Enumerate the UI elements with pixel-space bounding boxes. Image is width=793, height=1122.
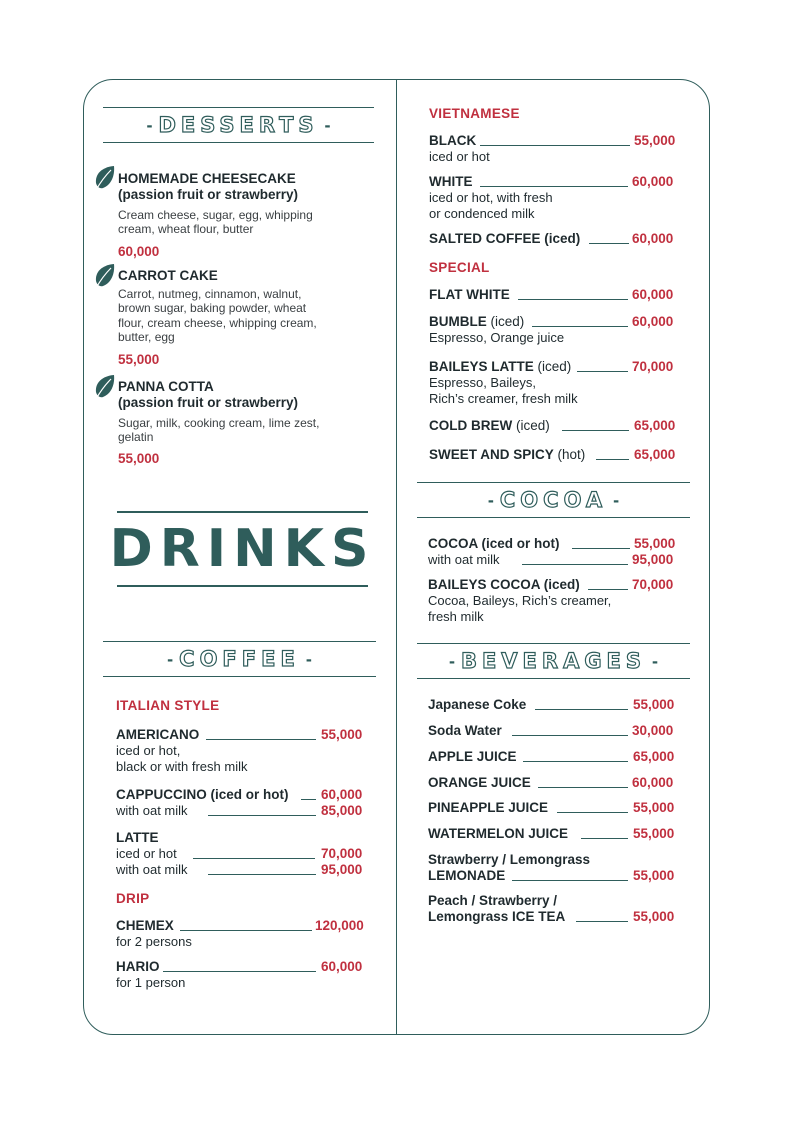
cocoa-title: COCOA: [499, 488, 608, 512]
dessert-name: CARROT CAKE: [118, 268, 218, 283]
category-italian: ITALIAN STYLE: [116, 698, 220, 713]
leader-line: [301, 799, 316, 800]
item-name: COCOA (iced or hot): [428, 536, 560, 551]
dessert-name-2: (passion fruit or strawberry): [118, 395, 299, 410]
item-name: SWEET AND SPICY (hot): [429, 447, 586, 462]
item-name: FLAT WHITE: [429, 287, 510, 302]
dessert-desc: brown sugar, baking powder, wheat: [118, 301, 307, 315]
coffee-title: COFFEE: [179, 647, 300, 671]
item-sub: with oat milk: [116, 803, 188, 818]
item-name: BLACK: [429, 133, 477, 148]
leader-line: [562, 430, 629, 431]
item-price: 70,000: [321, 846, 363, 861]
item-name: Soda Water: [428, 723, 502, 738]
item-name: AMERICANO: [116, 727, 200, 742]
item-name: Peach / Strawberry /: [428, 893, 558, 908]
dessert-desc: gelatin: [118, 430, 154, 444]
beverages-title: BEVERAGES: [460, 649, 647, 673]
leader-line: [518, 299, 628, 300]
item-sub: iced or hot,: [116, 743, 181, 758]
item-name: CAPPUCCINO (iced or hot): [116, 787, 289, 802]
item-name: LATTE: [116, 830, 159, 845]
item-price: 70,000: [632, 577, 674, 592]
item-price: 55,000: [633, 697, 675, 712]
item-sub: fresh milk: [428, 609, 484, 624]
dessert-desc: cream, wheat flour, butter: [118, 222, 254, 236]
leader-line: [180, 930, 312, 931]
item-price: 55,000: [321, 727, 363, 742]
item-price: 60,000: [632, 231, 674, 246]
item-sub: iced or hot: [116, 846, 177, 861]
item-name: BUMBLE (iced): [429, 314, 525, 329]
item-price: 55,000: [633, 868, 675, 883]
leaf-icon: [94, 374, 116, 400]
item-price: 60,000: [632, 314, 674, 329]
item-name: BAILEYS COCOA (iced): [428, 577, 580, 592]
leader-line: [480, 145, 630, 146]
leader-line: [512, 880, 628, 881]
dessert-name-2: (passion fruit or strawberry): [118, 187, 299, 202]
leader-line: [532, 326, 628, 327]
item-price: 60,000: [321, 787, 363, 802]
item-sub: black or with fresh milk: [116, 759, 248, 774]
leader-line: [512, 735, 628, 736]
item-sub: Rich’s creamer, fresh milk: [429, 391, 578, 406]
item-price: 55,000: [634, 536, 676, 551]
dessert-price: 55,000: [118, 352, 160, 367]
desserts-title: DESSERTS: [158, 113, 319, 137]
item-price: 120,000: [315, 918, 364, 933]
item-sub: or condenced milk: [429, 206, 535, 221]
leader-line: [576, 921, 628, 922]
item-name: Japanese Coke: [428, 697, 527, 712]
item-sub: with oat milk: [116, 862, 188, 877]
leader-line: [588, 589, 628, 590]
item-price: 95,000: [632, 552, 674, 567]
item-price: 55,000: [633, 800, 675, 815]
dessert-price: 60,000: [118, 244, 160, 259]
item-name: BAILEYS LATTE (iced): [429, 359, 572, 374]
cocoa-header: - COCOA -: [417, 482, 690, 518]
leader-line: [589, 243, 629, 244]
leader-line: [523, 761, 628, 762]
leader-line: [577, 371, 628, 372]
item-price: 65,000: [633, 749, 675, 764]
item-sub: with oat milk: [428, 552, 500, 567]
item-price: 65,000: [634, 418, 676, 433]
leader-line: [163, 971, 316, 972]
leader-line: [538, 787, 628, 788]
leader-line: [193, 858, 315, 859]
item-sub: Espresso, Orange juice: [429, 330, 565, 345]
beverages-header: - BEVERAGES -: [417, 643, 690, 679]
leader-line: [596, 459, 629, 460]
item-sub: for 1 person: [116, 975, 186, 990]
drinks-title-box: [109, 511, 376, 587]
category-vietnamese: VIETNAMESE: [429, 106, 520, 121]
dessert-desc: Carrot, nutmeg, cinnamon, walnut,: [118, 287, 302, 301]
dessert-name: PANNA COTTA: [118, 379, 214, 394]
item-price: 95,000: [321, 862, 363, 877]
dessert-desc: butter, egg: [118, 330, 175, 344]
leader-line: [522, 564, 628, 565]
desserts-header: - DESSERTS -: [103, 107, 374, 143]
item-name: ORANGE JUICE: [428, 775, 531, 790]
leader-line: [208, 874, 316, 875]
leader-line: [581, 838, 628, 839]
item-name: CHEMEX: [116, 918, 174, 933]
item-price: 85,000: [321, 803, 363, 818]
item-price: 60,000: [632, 287, 674, 302]
item-name: Strawberry / Lemongrass: [428, 852, 591, 867]
item-price: 60,000: [321, 959, 363, 974]
item-sub: for 2 persons: [116, 934, 192, 949]
item-price: 60,000: [632, 775, 674, 790]
leader-line: [206, 739, 316, 740]
leaf-icon: [94, 165, 116, 191]
leader-line: [572, 548, 630, 549]
leader-line: [208, 815, 316, 816]
dessert-price: 55,000: [118, 451, 160, 466]
item-price: 55,000: [633, 826, 675, 841]
item-price: 55,000: [633, 909, 675, 924]
leaf-icon: [94, 263, 116, 289]
item-name: HARIO: [116, 959, 160, 974]
category-special: SPECIAL: [429, 260, 490, 275]
item-price: 30,000: [632, 723, 674, 738]
item-name: SALTED COFFEE (iced): [429, 231, 581, 246]
item-sub: iced or hot: [429, 149, 490, 164]
item-name-2: LEMONADE: [428, 868, 506, 883]
item-sub: Cocoa, Baileys, Rich’s creamer,: [428, 593, 612, 608]
item-price: 65,000: [634, 447, 676, 462]
category-drip: DRIP: [116, 891, 150, 906]
dessert-name: HOMEMADE CHEESECAKE: [118, 171, 296, 186]
leader-line: [557, 812, 628, 813]
item-name: PINEAPPLE JUICE: [428, 800, 549, 815]
coffee-header: - COFFEE -: [103, 641, 376, 677]
dessert-desc: Sugar, milk, cooking cream, lime zest,: [118, 416, 320, 430]
item-price: 70,000: [632, 359, 674, 374]
drinks-title: DRINKS: [109, 519, 376, 579]
item-sub: iced or hot, with fresh: [429, 190, 553, 205]
leader-line: [535, 709, 628, 710]
dessert-desc: flour, cream cheese, whipping cream,: [118, 316, 317, 330]
item-name: WHITE: [429, 174, 473, 189]
item-price: 55,000: [634, 133, 676, 148]
item-name: APPLE JUICE: [428, 749, 517, 764]
item-name-2: Lemongrass ICE TEA: [428, 909, 566, 924]
item-sub: Espresso, Baileys,: [429, 375, 536, 390]
leader-line: [480, 186, 628, 187]
dessert-desc: Cream cheese, sugar, egg, whipping: [118, 208, 313, 222]
item-price: 60,000: [632, 174, 674, 189]
column-divider: [396, 80, 397, 1034]
item-name: WATERMELON JUICE: [428, 826, 569, 841]
item-name: COLD BREW (iced): [429, 418, 550, 433]
